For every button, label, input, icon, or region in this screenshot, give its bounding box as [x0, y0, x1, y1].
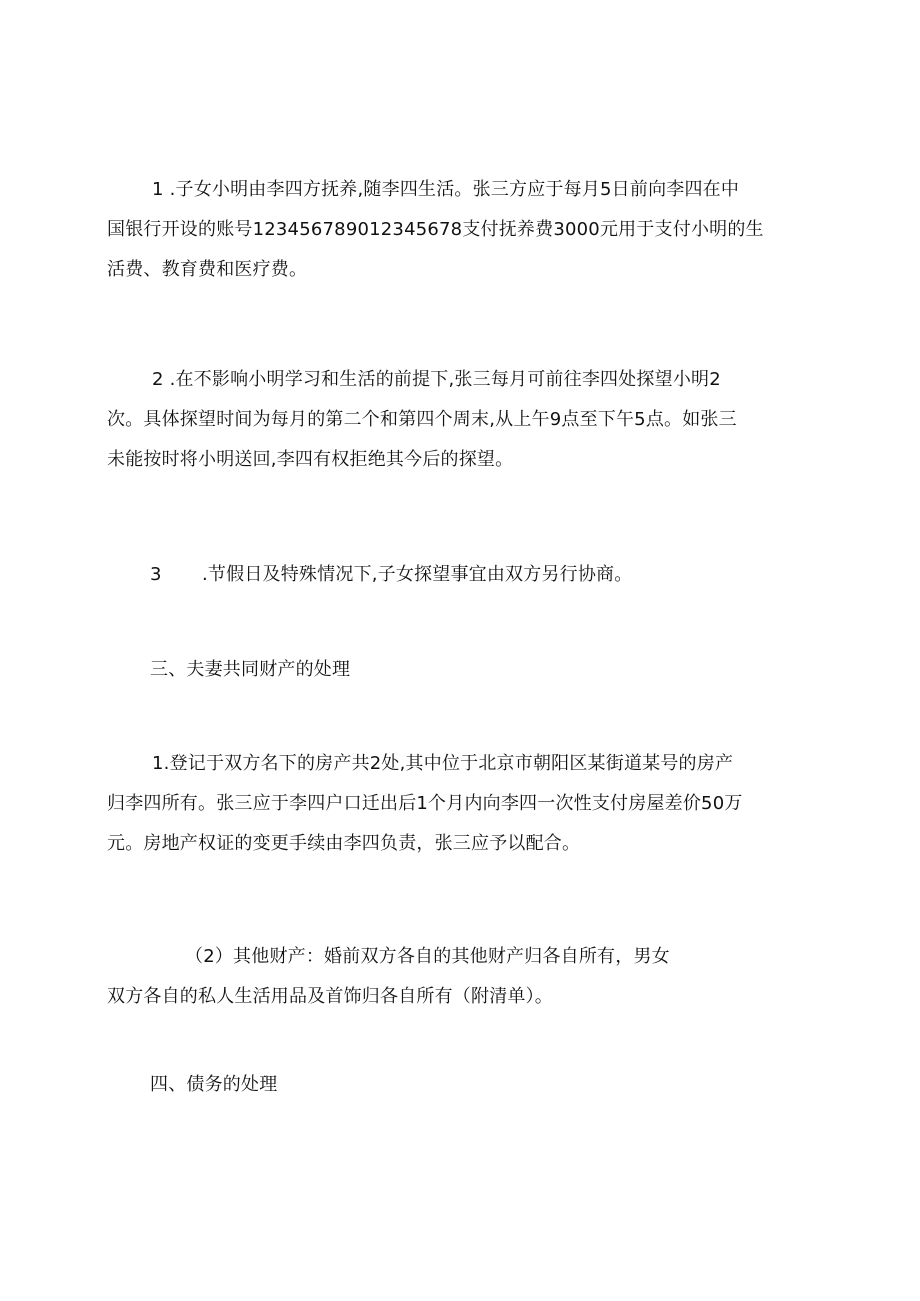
paragraph-line: 国银行开设的账号123456789012345678支付抚养费3000元用于支付小明的生 — [107, 219, 764, 240]
paragraph-line: 1.登记于双方名下的房产共2处,其中位于北京市朝阳区某街道某号的房产 — [152, 753, 734, 774]
child-custody-paragraph — [107, 170, 764, 290]
paragraph-line: 活费、教育费和医疗费。 — [107, 259, 308, 280]
paragraph-line: 归李四所有。张三应于李四户口迁出后1个月内向李四一次性支付房屋差价50万 — [107, 793, 743, 814]
other-property-paragraph — [107, 937, 670, 1017]
paragraph-line — [150, 555, 632, 595]
visitation-paragraph — [107, 360, 737, 480]
holiday-visitation-paragraph — [150, 555, 632, 595]
paragraph-line: 2 .在不影响小明学习和生活的前提下,张三每月可前往李四处探望小明2 — [152, 369, 721, 390]
paragraph-line: 1 .子女小明由李四方抚养,随李四生活。张三方应于每月5日前向李四在中 — [152, 179, 740, 200]
item-number: 3 — [150, 564, 162, 585]
section-heading-debt — [150, 1065, 277, 1105]
item-text: .节假日及特殊情况下,子女探望事宜由双方另行协商。 — [202, 564, 633, 585]
section-heading-property — [150, 650, 350, 690]
paragraph-line: （2）其他财产：婚前双方各自的其他财产归各自所有，男女 — [185, 946, 670, 967]
real-estate-paragraph — [107, 744, 743, 864]
paragraph-line: 次。具体探望时间为每月的第二个和第四个周末,从上午9点至下午5点。如张三 — [107, 409, 737, 430]
section-heading-text: 三、夫妻共同财产的处理 — [150, 659, 351, 680]
section-heading-text: 四、债务的处理 — [150, 1074, 278, 1095]
paragraph-line: 元。房地产权证的变更手续由李四负责，张三应予以配合。 — [107, 833, 581, 854]
paragraph-line: 双方各自的私人生活用品及首饰归各自所有（附清单）。 — [107, 986, 553, 1007]
paragraph-line: 未能按时将小明送回,李四有权拒绝其今后的探望。 — [107, 449, 514, 470]
